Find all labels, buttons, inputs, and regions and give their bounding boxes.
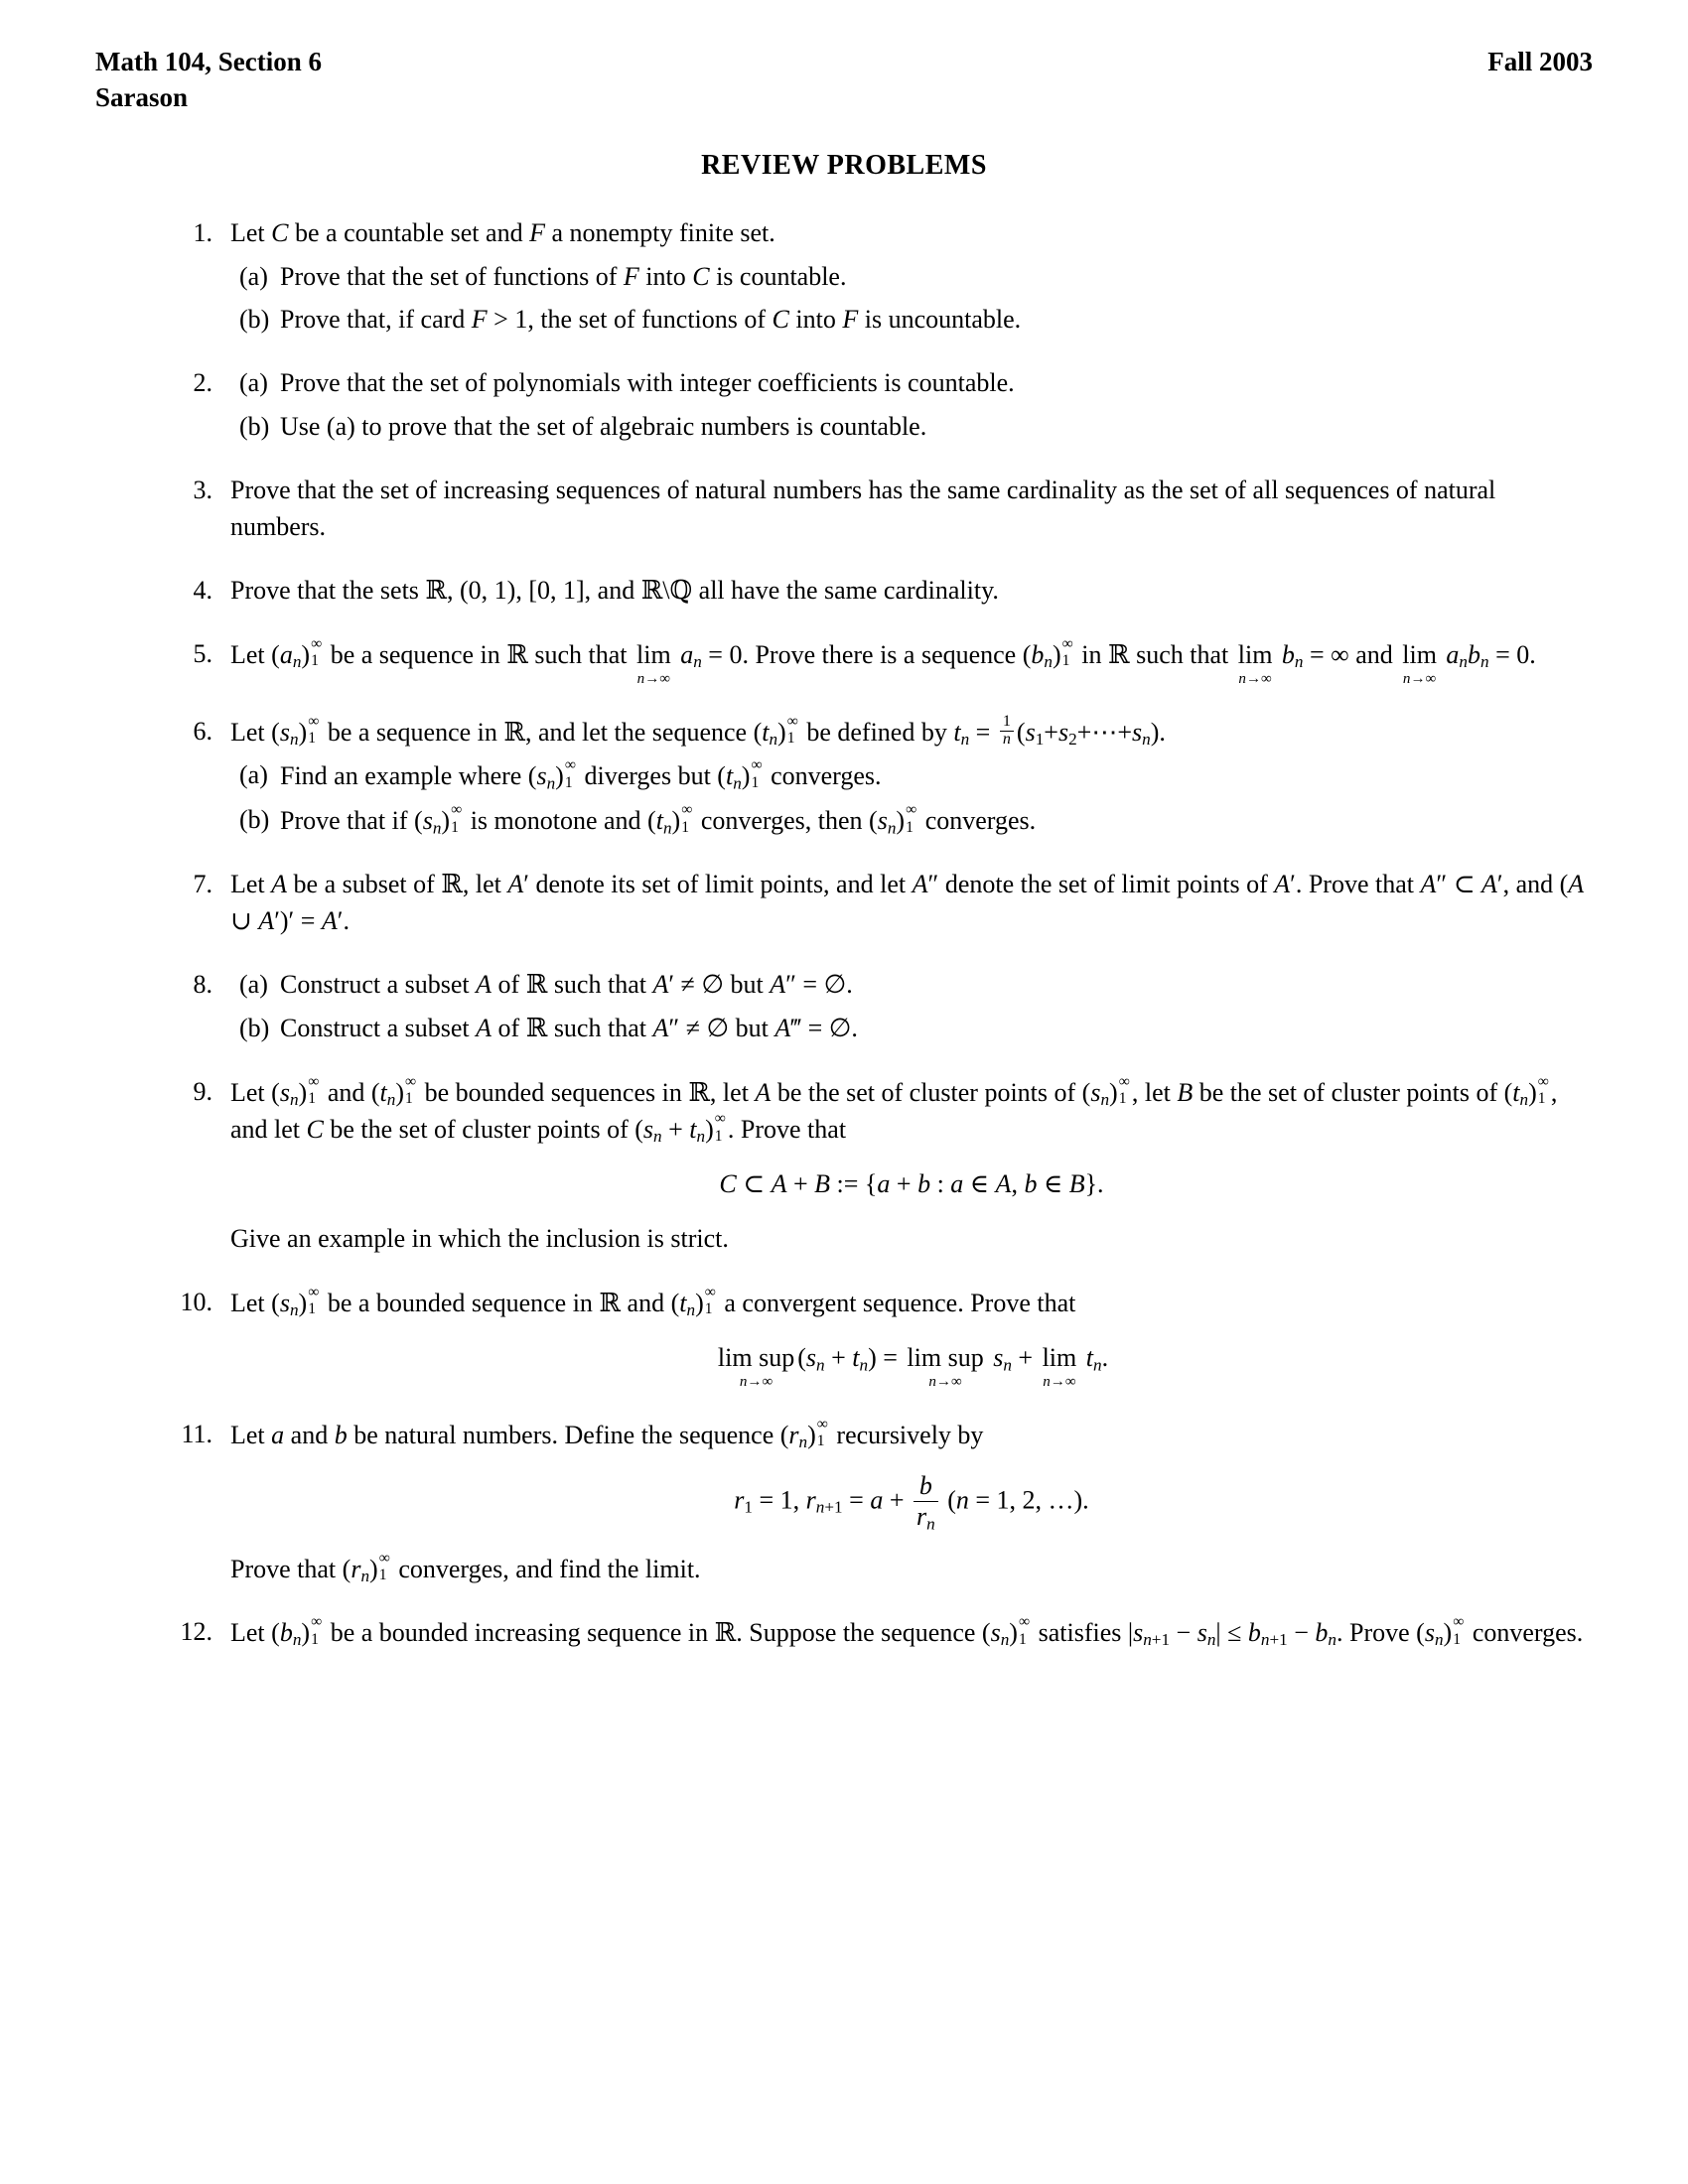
problem-number: 9. xyxy=(193,1076,212,1106)
display-equation: C ⊂ A + B := {a + b : a ∈ A, b ∈ B}. xyxy=(719,1168,1104,1198)
problem-number: 4. xyxy=(193,575,212,605)
problem-number: 12. xyxy=(180,1617,212,1647)
problem-part xyxy=(230,1011,1593,1047)
problem-number: 1. xyxy=(193,217,212,247)
problem-number: 10. xyxy=(180,1287,212,1316)
problem-body xyxy=(230,573,1593,610)
part-label: (a) xyxy=(239,368,268,398)
problem-paragraph: Let $(b_n)$ ∞ 1 be a bounded increasing sequence in ℝ. Suppose the sequence $(s_n)$ ∞ 1 satisfies $|s_{n+1} - s_n| \le b_{n+1} - b_n$. Prove $(s_n)$ ∞ 1 converges. xyxy=(230,1613,1584,1650)
problem xyxy=(95,1614,1593,1652)
problem-body xyxy=(230,967,1593,1047)
part-text: Prove that if $(s_n)$ ∞ 1 is monotone and $(t_n)$ ∞ 1 converges, then $(s_n)$ ∞ 1 converges. xyxy=(280,801,1037,838)
problem-body xyxy=(230,636,1593,687)
problem-part xyxy=(230,802,1593,840)
display-equation: $r_1 = 1$, $r_{n+1} = a$ + $\frac{b}{r_n}$ (n = 1, 2, …). xyxy=(734,1471,1089,1534)
part-label: (b) xyxy=(239,412,270,442)
problem xyxy=(95,1417,1593,1588)
part-text: Prove that, if card F > 1, the set of functions of C into F is uncountable. xyxy=(280,305,1022,335)
doc-title: REVIEW PROBLEMS xyxy=(701,149,987,181)
problem xyxy=(95,1285,1593,1390)
problem-body xyxy=(230,1074,1593,1258)
part-text: Prove that the set of functions of F into C is countable. xyxy=(280,261,847,291)
part-label: (b) xyxy=(239,305,270,335)
problem-body xyxy=(230,215,1593,340)
instructor-name: Sarason xyxy=(95,82,189,113)
problem-paragraph: Let A be a subset of ℝ, let A′ denote its set of limit points, and let A″ denote the set of limit points of A′. Prove that A″ ⊂ A′, and (A ∪ A′)′ = A′. xyxy=(230,869,1585,935)
problem-number: 7. xyxy=(193,869,212,898)
problem-body xyxy=(230,714,1593,840)
problem-paragraph: Let $(s_n)$ ∞ 1 and $(t_n)$ ∞ 1 be bounded sequences in ℝ, let A be the set of cluster points of $(s_n)$ ∞ 1 , let B be the set of cluster points of $(t_n)$ ∞ 1 , and let C be the set of cluster points of $(s_n + t_n)$ ∞ 1 . Prove that xyxy=(230,1072,1558,1147)
problem-number: 11. xyxy=(181,1419,212,1448)
course-title: Math 104, Section 6 xyxy=(95,47,322,76)
problem xyxy=(95,573,1593,610)
problem xyxy=(95,636,1593,687)
problem xyxy=(95,365,1593,446)
part-text: Find an example where $(s_n)$ ∞ 1 diverges but $(t_n)$ ∞ 1 converges. xyxy=(280,756,882,793)
problem xyxy=(95,473,1593,546)
problem-number: 3. xyxy=(193,476,212,505)
problem-part xyxy=(230,757,1593,795)
part-label: (b) xyxy=(239,805,270,835)
problem xyxy=(95,967,1593,1047)
problem-paragraph: Let $(s_n)$ ∞ 1 be a sequence in ℝ, and let the sequence $(t_n)$ ∞ 1 be defined by $t_n$ = $\frac{1}{n}$ $(s_1+s_2+\cdots+s_n)$. xyxy=(230,712,1166,749)
problem-number: 6. xyxy=(193,716,212,746)
problem xyxy=(95,714,1593,840)
part-label: (a) xyxy=(239,969,268,999)
problem-body xyxy=(230,473,1593,546)
problem-number: 2. xyxy=(193,368,212,398)
problem-paragraph: Let a and b be natural numbers. Define the sequence $(r_n)$ ∞ 1 recursively by xyxy=(230,1415,984,1451)
part-label: (a) xyxy=(239,760,268,790)
problem xyxy=(95,215,1593,340)
problem-paragraph: Let C be a countable set and F a nonempty finite set. xyxy=(230,217,775,247)
problem-paragraph: Prove that $(r_n)$ ∞ 1 converges, and find the limit. xyxy=(230,1549,701,1585)
problems-list xyxy=(95,215,1593,1652)
part-label: (b) xyxy=(239,1013,270,1042)
page-header xyxy=(95,44,1593,116)
problem-part xyxy=(230,967,1593,1004)
problem-part xyxy=(230,259,1593,296)
part-label: (a) xyxy=(239,261,268,291)
part-text: Construct a subset A of ℝ such that A″ ≠ ∅ but A‴ = ∅. xyxy=(280,1013,858,1042)
header-left xyxy=(95,44,322,116)
problem-part xyxy=(230,302,1593,339)
problem-paragraph: Prove that the set of increasing sequences of natural numbers has the same cardinality as the set of all sequences of natural numbers. xyxy=(230,476,1496,542)
problem-paragraph: Let $(s_n)$ ∞ 1 be a bounded sequence in ℝ and $(t_n)$ ∞ 1 a convergent sequence. Prove that xyxy=(230,1283,1076,1319)
problem xyxy=(95,1074,1593,1258)
term-label: Fall 2003 xyxy=(1487,47,1593,76)
problem-body xyxy=(230,867,1593,940)
problem-part xyxy=(230,409,1593,446)
problem-body xyxy=(230,365,1593,446)
problem-body xyxy=(230,1285,1593,1390)
problem-number: 8. xyxy=(193,969,212,999)
part-text: Prove that the set of polynomials with integer coefficients is countable. xyxy=(280,368,1015,398)
problem-body xyxy=(230,1614,1593,1652)
problem-body xyxy=(230,1417,1593,1588)
display-equation: lim sup n→∞ $(s_n + t_n)$ = lim sup n→∞ $s_n$ + lim n→∞ $t_n$. xyxy=(717,1342,1109,1390)
part-text: Use (a) to prove that the set of algebraic numbers is countable. xyxy=(280,412,927,442)
problem xyxy=(95,867,1593,940)
part-text: Construct a subset A of ℝ such that A′ ≠ ∅ but A″ = ∅. xyxy=(280,969,853,999)
problem-paragraph: Let $(a_n)$ ∞ 1 be a sequence in ℝ such that lim n→∞ $a_n = 0$. Prove there is a sequence $(b_n)$ ∞ 1 in ℝ such that lim n→∞ $b_n$ = ∞ and lim n→∞ $a_nb_n = 0$. xyxy=(230,634,1536,687)
problem-paragraph: Give an example in which the inclusion is strict. xyxy=(230,1223,729,1253)
problem-part xyxy=(230,365,1593,402)
problem-paragraph: Prove that the sets ℝ, (0, 1), [0, 1], and ℝ\ℚ all have the same cardinality. xyxy=(230,575,999,605)
problem-number: 5. xyxy=(193,638,212,668)
